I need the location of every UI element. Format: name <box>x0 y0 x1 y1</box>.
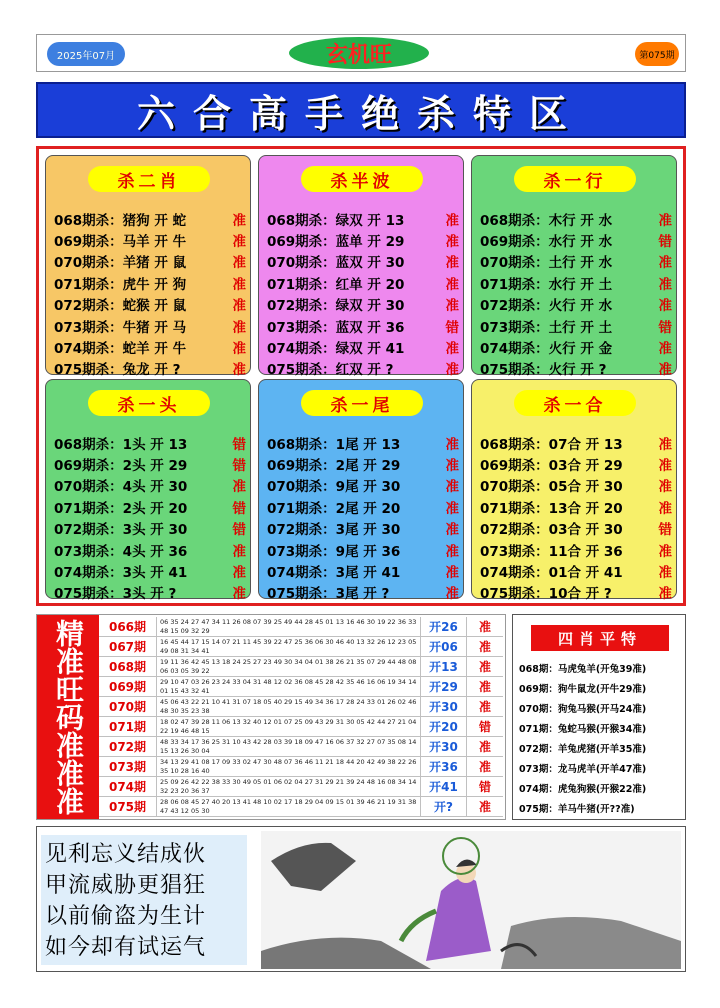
box-title: 杀半波 <box>301 166 423 192</box>
kill-row-result: 准 <box>658 543 672 560</box>
kill-row-text: 072期杀：蛇猴 开 鼠 <box>54 298 187 315</box>
panel-row: 072期：羊兔虎猪(开羊35准) <box>519 744 647 755</box>
box-rows <box>54 208 246 379</box>
kill-row-result: 准 <box>445 436 459 453</box>
period-cell: 067期 <box>99 637 157 656</box>
kill-row <box>480 229 672 250</box>
open-cell: 开30 <box>421 737 467 756</box>
kill-row-text: 070期杀：05合 开 30 <box>480 479 623 496</box>
kill-row-text: 074期杀：3头 开 41 <box>54 565 188 582</box>
kill-row-text: 075期杀：红双 开 ? <box>267 362 394 379</box>
kill-row <box>54 336 246 357</box>
kill-row <box>480 475 672 496</box>
kill-row-result: 准 <box>445 565 459 582</box>
table-row <box>99 797 503 817</box>
kill-row <box>54 560 246 581</box>
numbers-cell: 48 33 34 17 36 25 31 10 43 42 28 03 39 18 09 47 16 06 37 32 27 07 35 08 14 15 13 26 30 04 <box>157 737 421 756</box>
kill-row-text: 068期杀：绿双 开 13 <box>267 212 405 229</box>
kill-row <box>54 229 246 250</box>
kill-row-result: 准 <box>445 276 459 293</box>
kill-row-result: 准 <box>445 255 459 272</box>
numbers-cell: 25 09 26 42 22 38 33 30 49 05 01 06 02 04 27 31 29 21 39 24 48 16 08 34 14 32 23 20 36 37 <box>157 777 421 796</box>
vertical-title-text: 精准旺码准准准 <box>52 619 85 815</box>
kill-row-result: 错 <box>232 436 246 453</box>
kill-row <box>267 272 459 293</box>
panel-row: 071期：兔蛇马猴(开猴34准) <box>519 724 647 735</box>
kill-row <box>267 475 459 496</box>
kill-row-result: 准 <box>232 319 246 336</box>
kill-row-result: 准 <box>232 479 246 496</box>
poem-section <box>36 826 686 972</box>
result-cell: 准 <box>478 760 491 774</box>
kill-row-text: 070期杀：土行 开 水 <box>480 255 613 272</box>
kill-row-text: 071期杀：2尾 开 20 <box>267 500 401 517</box>
kill-row-text: 074期杀：3尾 开 41 <box>267 565 401 582</box>
kill-row-result: 准 <box>445 458 459 475</box>
kill-row-result: 错 <box>445 319 459 336</box>
kill-row <box>267 229 459 250</box>
kill-row-text: 071期杀：13合 开 20 <box>480 500 623 517</box>
kill-row-text: 070期杀：4头 开 30 <box>54 479 188 496</box>
kill-row-text: 071期杀：2头 开 20 <box>54 500 188 517</box>
kill-row-text: 069期杀：2头 开 29 <box>54 458 188 475</box>
numbers-cell: 18 02 47 39 28 11 06 13 32 40 12 01 07 25 09 43 29 31 30 05 42 44 27 21 04 22 19 46 48 15 <box>157 717 421 736</box>
kill-row-text: 072期杀：3尾 开 30 <box>267 522 401 539</box>
kill-row-result: 准 <box>445 543 459 560</box>
kill-row-text: 068期杀：1尾 开 13 <box>267 436 401 453</box>
kill-row <box>480 453 672 474</box>
numbers-cell: 19 11 36 42 45 13 18 24 25 27 23 49 30 34 04 01 38 26 21 35 07 29 44 48 08 06 03 05 39 22 <box>157 657 421 676</box>
kill-row <box>480 294 672 315</box>
kill-row-result: 准 <box>445 500 459 517</box>
panel-row: 069期：狗牛鼠龙(开牛29准) <box>519 684 647 695</box>
kill-row-result: 准 <box>445 586 459 603</box>
kill-row-result: 准 <box>232 298 246 315</box>
kill-row-text: 069期杀：2尾 开 29 <box>267 458 401 475</box>
numbers-cell: 34 13 29 41 08 17 09 33 02 47 30 48 07 36 46 11 21 18 44 20 42 49 38 22 26 35 10 28 16 40 <box>157 757 421 776</box>
open-cell: 开29 <box>421 677 467 696</box>
kill-row <box>54 496 246 517</box>
kill-row-text: 071期杀：虎牛 开 狗 <box>54 276 187 293</box>
kill-row-result: 准 <box>658 362 672 379</box>
box-kill-one-tail <box>258 379 464 603</box>
kill-row-text: 073期杀：4头 开 36 <box>54 543 188 560</box>
box-kill-one-head <box>45 379 251 603</box>
open-cell: 开20 <box>421 717 467 736</box>
date-badge: 2025年07月 <box>47 42 125 66</box>
kill-row-result: 准 <box>232 543 246 560</box>
kill-row-result: 准 <box>445 362 459 379</box>
kill-row-result: 准 <box>658 298 672 315</box>
kill-row <box>480 582 672 603</box>
kill-row-text: 072期杀：火行 开 水 <box>480 298 613 315</box>
kill-row-result: 准 <box>232 255 246 272</box>
kill-row-result: 错 <box>658 234 672 251</box>
kill-row <box>267 315 459 336</box>
kill-row <box>267 294 459 315</box>
kill-row <box>480 539 672 560</box>
kill-row <box>480 432 672 453</box>
numbers-cell: 06 35 24 27 47 34 11 26 08 07 39 25 49 44 28 45 01 13 16 46 30 19 22 36 33 48 15 09 32 29 <box>157 617 421 636</box>
issue-badge: 第075期 <box>635 42 679 66</box>
kill-row <box>54 272 246 293</box>
kill-row-result: 错 <box>658 522 672 539</box>
kill-row-text: 069期杀：03合 开 29 <box>480 458 623 475</box>
kill-row <box>267 251 459 272</box>
kill-row <box>267 518 459 539</box>
vertical-title <box>37 615 99 819</box>
result-cell: 准 <box>478 700 491 714</box>
kill-row-text: 074期杀：绿双 开 41 <box>267 341 405 358</box>
box-rows <box>54 432 246 603</box>
table-row <box>99 677 503 697</box>
kill-row-text: 074期杀：蛇羊 开 牛 <box>54 341 187 358</box>
panel-title: 四肖平特 <box>531 625 669 651</box>
open-cell: 开06 <box>421 637 467 656</box>
period-cell: 066期 <box>99 617 157 636</box>
kill-row <box>267 582 459 603</box>
table-row <box>99 637 503 657</box>
kill-row <box>480 496 672 517</box>
poem-line: 以前偷盗为生计 <box>45 904 207 929</box>
kill-row-result: 准 <box>232 586 246 603</box>
kill-row <box>54 475 246 496</box>
kill-row-result: 准 <box>445 479 459 496</box>
kill-row-text: 073期杀：11合 开 36 <box>480 543 623 560</box>
kill-row <box>267 358 459 379</box>
kill-row-result: 准 <box>658 212 672 229</box>
numbers-cell: 45 06 43 22 21 10 41 31 07 18 05 40 29 15 49 34 36 17 28 24 33 01 26 02 46 48 30 35 23 38 <box>157 697 421 716</box>
kill-row-result: 错 <box>658 319 672 336</box>
header-bar <box>36 34 686 72</box>
prediction-grid <box>36 146 686 606</box>
kill-row-text: 074期杀：01合 开 41 <box>480 565 623 582</box>
box-title: 杀一尾 <box>301 390 423 416</box>
kill-row <box>54 453 246 474</box>
box-rows <box>480 432 672 603</box>
kill-row-text: 068期杀：猪狗 开 蛇 <box>54 212 187 229</box>
poem-line: 见利忘义结成伙 <box>45 842 207 867</box>
result-cell: 准 <box>478 740 491 754</box>
box-rows <box>267 432 459 603</box>
box-kill-one-element <box>471 155 677 379</box>
kill-row-text: 070期杀：羊猪 开 鼠 <box>54 255 187 272</box>
kill-row-result: 错 <box>232 500 246 517</box>
kill-row-result: 准 <box>232 234 246 251</box>
kill-row-result: 准 <box>445 234 459 251</box>
kill-row-result: 准 <box>658 436 672 453</box>
kill-row-result: 准 <box>658 565 672 582</box>
kill-row-text: 070期杀：9尾 开 30 <box>267 479 401 496</box>
box-title: 杀一头 <box>88 390 210 416</box>
kill-row-result: 准 <box>658 479 672 496</box>
table-row <box>99 617 503 637</box>
numbers-cell: 16 45 44 17 15 14 07 21 11 45 39 22 47 25 36 06 30 46 40 13 32 26 12 23 05 49 08 31 34 41 <box>157 637 421 656</box>
kill-row <box>480 518 672 539</box>
kill-row <box>480 272 672 293</box>
table-row <box>99 737 503 757</box>
kill-row-text: 073期杀：蓝双 开 36 <box>267 319 405 336</box>
result-cell: 准 <box>478 660 491 674</box>
box-kill-one-sum <box>471 379 677 603</box>
table-row <box>99 757 503 777</box>
box-title: 杀二肖 <box>88 166 210 192</box>
kill-row <box>54 294 246 315</box>
kill-row-result: 错 <box>232 522 246 539</box>
kill-row-result: 准 <box>445 522 459 539</box>
open-cell: 开13 <box>421 657 467 676</box>
kill-row-result: 准 <box>445 341 459 358</box>
kill-row <box>54 315 246 336</box>
kill-row <box>480 208 672 229</box>
period-cell: 069期 <box>99 677 157 696</box>
kill-row <box>267 560 459 581</box>
box-rows <box>480 208 672 379</box>
kill-row-text: 069期杀：马羊 开 牛 <box>54 234 187 251</box>
period-cell: 072期 <box>99 737 157 756</box>
kill-row <box>54 539 246 560</box>
period-cell: 071期 <box>99 717 157 736</box>
kill-row-result: 准 <box>445 298 459 315</box>
period-cell: 073期 <box>99 757 157 776</box>
period-cell: 074期 <box>99 777 157 796</box>
box-title: 杀一合 <box>514 390 636 416</box>
kill-row-text: 071期杀：水行 开 土 <box>480 276 613 293</box>
kill-row-text: 068期杀：木行 开 水 <box>480 212 613 229</box>
kill-row <box>267 432 459 453</box>
table-row <box>99 717 503 737</box>
kill-row-result: 准 <box>232 362 246 379</box>
result-cell: 准 <box>478 680 491 694</box>
kill-row-text: 070期杀：蓝双 开 30 <box>267 255 405 272</box>
kill-row-text: 075期杀：10合 开 ? <box>480 586 612 603</box>
kill-row-text: 075期杀：3头 开 ? <box>54 586 177 603</box>
kill-row-text: 075期杀：3尾 开 ? <box>267 586 390 603</box>
kill-row-result: 准 <box>658 341 672 358</box>
box-kill-two-zodiac <box>45 155 251 379</box>
illustration-figure-image <box>261 831 681 969</box>
table-row <box>99 777 503 797</box>
numbers-cell: 29 10 47 03 26 23 24 33 04 31 48 12 02 36 08 45 28 42 35 46 16 06 19 34 14 01 15 43 32 41 <box>157 677 421 696</box>
period-cell: 070期 <box>99 697 157 716</box>
result-cell: 错 <box>478 780 491 794</box>
box-kill-half-wave <box>258 155 464 379</box>
kill-row <box>267 539 459 560</box>
kill-row <box>480 315 672 336</box>
kill-row-text: 073期杀：9尾 开 36 <box>267 543 401 560</box>
period-cell: 075期 <box>99 797 157 816</box>
kill-row-text: 072期杀：绿双 开 30 <box>267 298 405 315</box>
kill-row-result: 准 <box>658 586 672 603</box>
period-cell: 068期 <box>99 657 157 676</box>
open-cell: 开30 <box>421 697 467 716</box>
kill-row-result: 准 <box>232 276 246 293</box>
number-table-section <box>36 614 506 820</box>
kill-row-text: 075期杀：火行 开 ? <box>480 362 607 379</box>
kill-row <box>267 496 459 517</box>
kill-row <box>480 358 672 379</box>
number-table <box>99 617 503 817</box>
brand-logo: 玄机旺 <box>289 37 429 69</box>
kill-row-result: 准 <box>658 500 672 517</box>
kill-row <box>267 336 459 357</box>
kill-row-text: 068期杀：1头 开 13 <box>54 436 188 453</box>
kill-row-text: 072期杀：3头 开 30 <box>54 522 188 539</box>
panel-row: 073期：龙马虎羊(开羊47准) <box>519 764 647 775</box>
kill-row-text: 073期杀：土行 开 土 <box>480 319 613 336</box>
kill-row <box>480 251 672 272</box>
table-row <box>99 697 503 717</box>
four-zodiac-panel <box>512 614 686 820</box>
panel-row: 075期：羊马牛猪(开??准) <box>519 804 635 815</box>
panel-row: 068期：马虎兔羊(开兔39准) <box>519 664 647 675</box>
poem-line: 如今却有试运气 <box>45 935 207 960</box>
box-title: 杀一行 <box>514 166 636 192</box>
kill-row-text: 071期杀：红单 开 20 <box>267 276 405 293</box>
kill-row-text: 075期杀：兔龙 开 ? <box>54 362 181 379</box>
panel-row: 070期：狗兔马猴(开马24准) <box>519 704 647 715</box>
kill-row <box>267 453 459 474</box>
kill-row <box>54 582 246 603</box>
open-cell: 开26 <box>421 617 467 636</box>
kill-row <box>54 208 246 229</box>
kill-row-result: 错 <box>232 458 246 475</box>
kill-row-text: 072期杀：03合 开 30 <box>480 522 623 539</box>
kill-row <box>54 251 246 272</box>
poem-line: 甲流威胁更猖狂 <box>45 873 207 898</box>
kill-row-text: 073期杀：牛猪 开 马 <box>54 319 187 336</box>
kill-row-result: 准 <box>232 341 246 358</box>
result-cell: 准 <box>478 800 491 814</box>
result-cell: 准 <box>478 640 491 654</box>
open-cell: 开? <box>421 797 467 816</box>
kill-row-result: 准 <box>658 255 672 272</box>
kill-row-text: 074期杀：火行 开 金 <box>480 341 613 358</box>
kill-row <box>480 336 672 357</box>
panel-row: 074期：虎兔狗猴(开猴22准) <box>519 784 647 795</box>
page-title: 六合高手绝杀特区 <box>36 82 686 138</box>
box-rows <box>267 208 459 379</box>
kill-row-result: 准 <box>232 565 246 582</box>
result-cell: 准 <box>478 620 491 634</box>
numbers-cell: 28 06 08 45 27 40 20 13 41 48 10 02 17 18 29 04 09 15 01 39 46 21 19 31 38 47 43 12 05 30 <box>157 797 421 816</box>
open-cell: 开36 <box>421 757 467 776</box>
open-cell: 开41 <box>421 777 467 796</box>
kill-row <box>54 518 246 539</box>
kill-row-result: 准 <box>658 276 672 293</box>
kill-row-text: 069期杀：水行 开 水 <box>480 234 613 251</box>
kill-row <box>480 560 672 581</box>
kill-row-text: 068期杀：07合 开 13 <box>480 436 623 453</box>
table-row <box>99 657 503 677</box>
kill-row <box>267 208 459 229</box>
kill-row-result: 准 <box>232 212 246 229</box>
riddle-poem <box>41 835 247 965</box>
kill-row-result: 准 <box>445 212 459 229</box>
kill-row <box>54 432 246 453</box>
kill-row-result: 准 <box>658 458 672 475</box>
kill-row-text: 069期杀：蓝单 开 29 <box>267 234 405 251</box>
kill-row <box>54 358 246 379</box>
result-cell: 错 <box>478 720 491 734</box>
